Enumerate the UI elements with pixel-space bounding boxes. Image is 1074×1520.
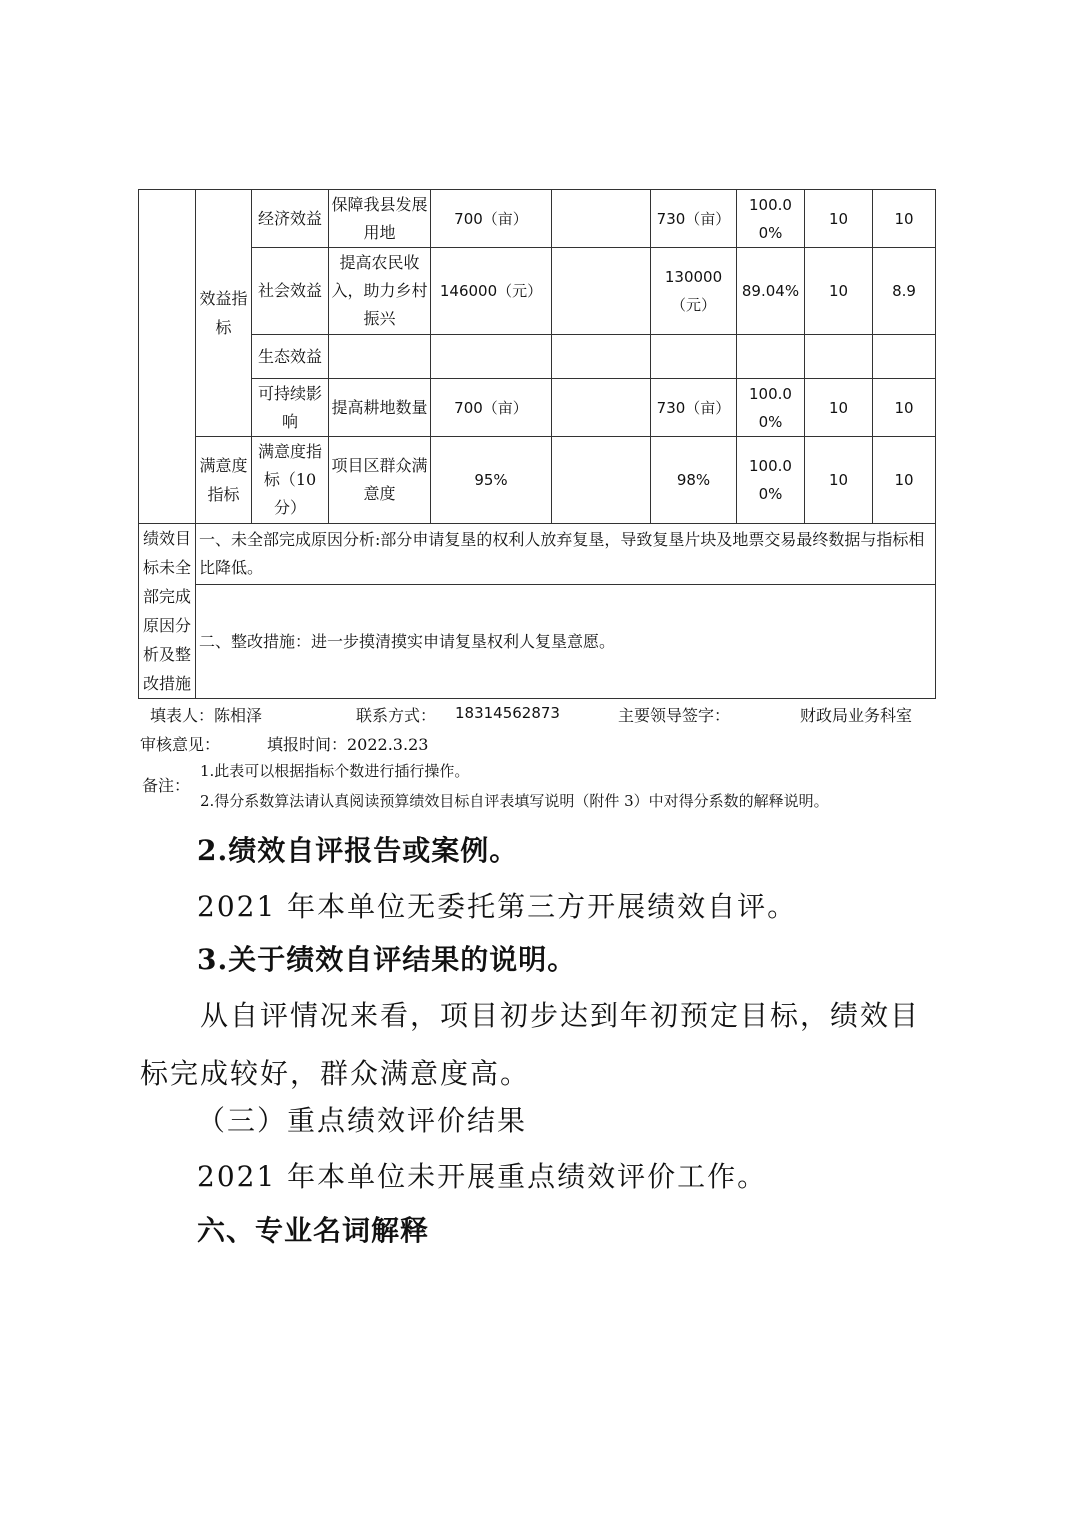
table-row — [139, 190, 936, 248]
completion-rate: 100.00% — [737, 190, 805, 248]
contact-phone: 18314562873 — [455, 704, 560, 722]
review-opinion-label: 审核意见： — [140, 735, 221, 754]
filler-label: 填表人：陈相泽 — [150, 706, 263, 725]
score: 10 — [873, 190, 936, 248]
satisfaction-category: 满意度指标 — [196, 437, 252, 524]
sub-indicator: 社会效益 — [252, 248, 329, 335]
mid-value — [552, 190, 651, 248]
indicator-desc: 项目区群众满意度 — [329, 437, 431, 524]
heading-result-explanation: 3.关于绩效自评结果的说明。 — [197, 943, 577, 976]
score — [873, 335, 936, 379]
table-row — [139, 524, 936, 585]
table-row — [139, 437, 936, 524]
note-1: 1.此表可以根据指标个数进行插行操作。 — [200, 762, 470, 780]
score: 8.9 — [873, 248, 936, 335]
analysis-measures: 二、整改措施：进一步摸清摸实申请复垦权利人复垦意愿。 — [196, 585, 936, 699]
indicator-desc: 提高耕地数量 — [329, 379, 431, 437]
target-value: 700（亩） — [431, 190, 552, 248]
actual-value: 730（亩） — [651, 190, 737, 248]
target-value — [431, 335, 552, 379]
completion-rate: 89.04% — [737, 248, 805, 335]
completion-rate: 100.00% — [737, 379, 805, 437]
benefit-indicator-label: 效益指标 — [196, 190, 252, 437]
section-key-evaluation: （三）重点绩效评价结果 — [197, 1104, 528, 1137]
table-row — [139, 585, 936, 699]
weight: 10 — [805, 379, 873, 437]
performance-table — [138, 189, 936, 699]
sub-indicator: 可持续影响 — [252, 379, 329, 437]
score: 10 — [873, 379, 936, 437]
leader-signature-label: 主要领导签字： — [618, 706, 731, 725]
completion-rate — [737, 335, 805, 379]
score: 10 — [873, 437, 936, 524]
weight: 10 — [805, 190, 873, 248]
paragraph-no-third-party: 2021 年本单位无委托第三方开展绩效自评。 — [197, 890, 798, 923]
table-row — [139, 379, 936, 437]
analysis-reason: 一、未全部完成原因分析:部分申请复垦的权利人放弃复垦，导致复垦片块及地票交易最终数据与指标相比降低。 — [196, 524, 936, 585]
weight: 10 — [805, 437, 873, 524]
actual-value: 730（亩） — [651, 379, 737, 437]
paragraph-result-explanation: 从自评情况来看，项目初步达到年初预定目标，绩效目标完成较好，群众满意度高。 — [140, 999, 921, 1090]
target-value: 95% — [431, 437, 552, 524]
review-dept-label: 财政局业务科室 — [800, 706, 913, 725]
heading-self-eval-report: 2.绩效自评报告或案例。 — [197, 834, 519, 867]
weight: 10 — [805, 248, 873, 335]
weight — [805, 335, 873, 379]
target-value: 700（亩） — [431, 379, 552, 437]
indicator-desc: 保障我县发展用地 — [329, 190, 431, 248]
indicator-desc — [329, 335, 431, 379]
mid-value — [552, 335, 651, 379]
indicator-desc: 提高农民收入，助力乡村振兴 — [329, 248, 431, 335]
mid-value — [552, 248, 651, 335]
sub-indicator: 生态效益 — [252, 335, 329, 379]
mid-value — [552, 379, 651, 437]
mid-value — [552, 437, 651, 524]
actual-value: 130000（元） — [651, 248, 737, 335]
sub-indicator: 满意度指标（10分） — [252, 437, 329, 524]
contact-label: 联系方式： — [356, 706, 437, 725]
table-row — [139, 248, 936, 335]
completion-rate: 100.00% — [737, 437, 805, 524]
blank-category-cell — [139, 190, 196, 524]
fill-time: 填报时间：2022.3.23 — [267, 735, 429, 754]
sub-indicator: 经济效益 — [252, 190, 329, 248]
table-row — [139, 335, 936, 379]
actual-value: 98% — [651, 437, 737, 524]
note-2: 2.得分系数算法请认真阅读预算绩效目标自评表填写说明（附件 3）中对得分系数的解释说明。 — [200, 792, 829, 810]
analysis-label: 绩效目标未全部完成原因分析及整改措施 — [139, 524, 196, 699]
target-value: 146000（元） — [431, 248, 552, 335]
section-terminology: 六、专业名词解释 — [197, 1214, 430, 1247]
paragraph-no-key-evaluation: 2021 年本单位未开展重点绩效评价工作。 — [197, 1160, 768, 1193]
actual-value — [651, 335, 737, 379]
note-label: 备注： — [142, 776, 191, 795]
